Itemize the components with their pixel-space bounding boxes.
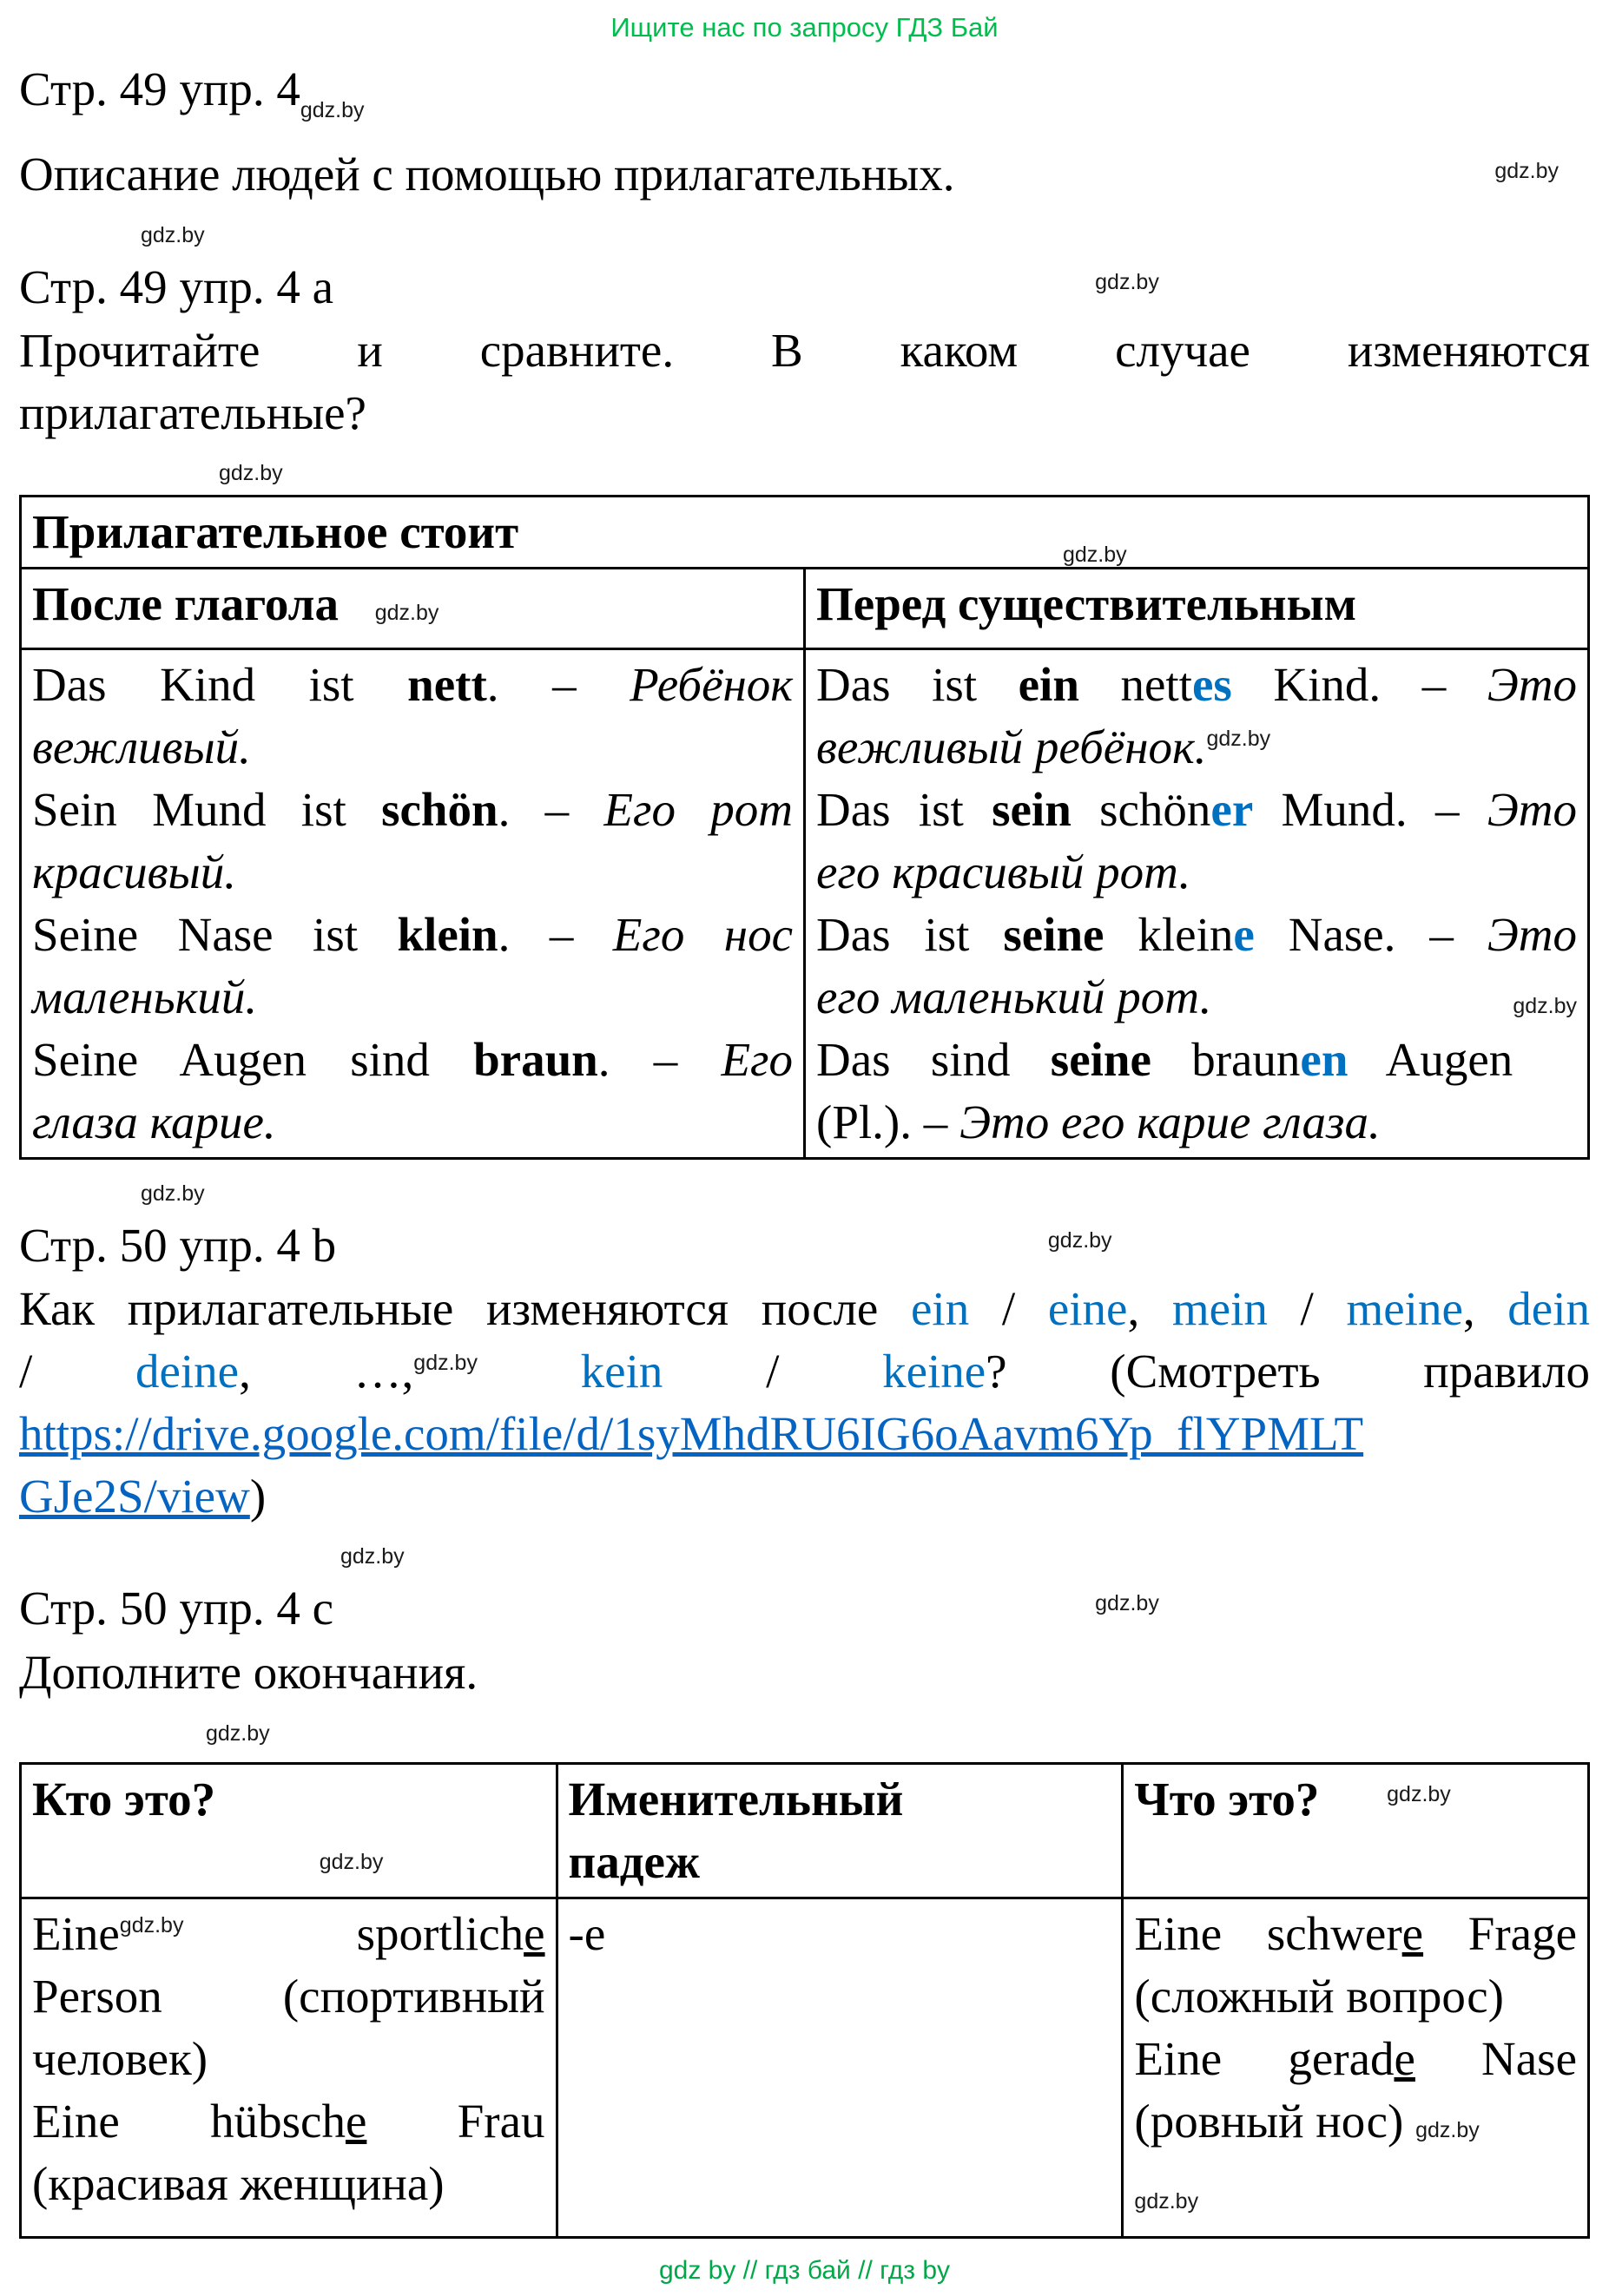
gdz-watermark: gdz.by: [374, 601, 439, 625]
text-segment: mein: [1171, 1282, 1268, 1335]
t1-after-verb-content: [21, 649, 805, 1159]
text-segment: keine: [882, 1345, 986, 1398]
text-line: [19, 1403, 1590, 1465]
text-line: [19, 1340, 1590, 1403]
text-segment: вежливый ребёнок.: [816, 720, 1207, 773]
t1-title-cell: [21, 497, 1589, 569]
text-line: [1134, 2090, 1577, 2161]
text-segment: Eine hübsch: [32, 2095, 346, 2148]
text-line: [569, 1768, 1111, 1831]
watermark-line: [219, 451, 1590, 486]
heading-ex4c-text: Стр. 50 упр. 4 c: [19, 1582, 334, 1635]
text-segment: nett: [1078, 658, 1192, 711]
ex4a-task: [19, 319, 1590, 444]
text-segment: Это: [1487, 783, 1578, 836]
text-segment: Его нос: [612, 908, 793, 961]
text-segment: Это его карие глаза.: [959, 1095, 1381, 1148]
text-segment: ein: [911, 1282, 970, 1335]
text-segment: dein: [1507, 1282, 1590, 1335]
text-segment: Das Kind ist: [32, 658, 408, 711]
text-segment: [1403, 2095, 1415, 2148]
text-segment: schön: [381, 783, 498, 836]
text-segment: Das ist: [816, 908, 1004, 961]
text-segment: Sein Mund ist: [32, 783, 382, 836]
text-segment: . –: [498, 908, 613, 961]
text-segment: /: [969, 1282, 1048, 1335]
heading-ex4: [19, 57, 1590, 142]
gdz-watermark: gdz.by: [300, 98, 365, 122]
text-segment: Seine Augen sind: [32, 1033, 474, 1086]
text-line: [32, 1903, 545, 1965]
text-segment: Augen: [1348, 1033, 1513, 1086]
t1-col2-header: Перед существительным: [816, 577, 1357, 630]
gdz-watermark: gdz.by: [141, 1181, 205, 1206]
text-segment: e: [524, 1907, 545, 1960]
text-segment: /: [663, 1345, 883, 1398]
adjective-comparison-table: [19, 495, 1590, 1160]
text-segment: Nase. –: [1254, 908, 1487, 961]
text-segment: Его рот: [603, 783, 793, 836]
heading-ex4-text: Стр. 49 упр. 4: [19, 62, 300, 115]
text-segment: Kind. –: [1231, 658, 1487, 711]
table-row: [21, 1898, 1589, 2238]
text-line: [32, 716, 793, 779]
text-segment: ,: [1127, 1282, 1172, 1335]
text-segment: es: [1191, 658, 1232, 711]
gdz-watermark: gdz.by: [206, 1721, 270, 1746]
text-segment: его красивый рот.: [816, 845, 1191, 898]
text-segment: braun: [1151, 1033, 1301, 1086]
text-segment: Person (спортивный: [32, 1970, 545, 2023]
text-segment: глаза карие.: [32, 1095, 276, 1148]
text-segment: . –: [498, 783, 604, 836]
text-line: [816, 654, 1577, 716]
ex4c-task-line: [19, 1641, 1590, 1705]
heading-ex4b: [19, 1214, 1590, 1278]
text-segment: ? (Смотреть правило: [986, 1345, 1590, 1398]
gdz-watermark: gdz.by: [219, 461, 283, 485]
text-segment: ein: [1018, 658, 1079, 711]
text-segment: seine: [1003, 908, 1105, 961]
text-line: [1134, 1965, 1577, 2028]
text-segment: eine: [1047, 1282, 1128, 1335]
text-segment: . –: [486, 658, 630, 711]
text-segment: klein: [397, 908, 498, 961]
gdz-watermark: gdz.by: [1415, 2118, 1480, 2142]
text-segment: braun: [473, 1033, 598, 1086]
text-line: [19, 319, 1590, 382]
table-row: [21, 649, 1589, 1159]
watermark-line: [206, 1712, 1590, 1747]
text-line: [32, 2153, 545, 2215]
text-segment: ): [249, 1470, 267, 1523]
gdz-watermark: gdz.by: [413, 1351, 478, 1375]
drive-rule-link[interactable]: https://drive.google.com/file/d/1syMhdRU6IG6oAavm6Yp_flYPMLT: [19, 1407, 1364, 1460]
text-segment: /: [19, 1345, 135, 1398]
watermark-line: [141, 1172, 1590, 1207]
ex4-description-line: [19, 142, 1590, 207]
watermark-line: [141, 214, 1590, 248]
text-segment: /: [1267, 1282, 1347, 1335]
t2-who-content: [21, 1898, 557, 2238]
text-line: [32, 654, 793, 716]
text-line: [32, 966, 793, 1029]
text-segment: meine: [1346, 1282, 1463, 1335]
heading-ex4a-text: Стр. 49 упр. 4 a: [19, 260, 334, 313]
text-segment: nett: [407, 658, 487, 711]
text-segment: e: [345, 2095, 367, 2148]
text-line: [32, 2028, 545, 2090]
text-segment: Прочитайте и сравните. В каком случае изменяются: [19, 324, 1590, 377]
t2-header-case-cell: [557, 1764, 1123, 1898]
gdz-watermark: gdz.by: [1134, 2189, 1199, 2214]
gdz-watermark: gdz.by: [319, 1850, 384, 1874]
text-line: [19, 382, 1590, 444]
t1-title: Прилагательное стоит: [32, 505, 519, 558]
gdz-watermark: gdz.by: [1387, 1782, 1451, 1806]
text-line: [816, 841, 1577, 904]
watermark-line: [340, 1535, 1590, 1569]
table-row: [21, 569, 1589, 649]
t2-what-content: [1123, 1898, 1589, 2238]
text-line: [1134, 2028, 1577, 2090]
text-line: [32, 2090, 545, 2153]
gdz-watermark: gdz.by: [1095, 1591, 1159, 1615]
text-segment: красивый.: [32, 845, 237, 898]
text-segment: e: [1233, 908, 1255, 961]
heading-ex4b-text: Стр. 50 упр. 4 b: [19, 1219, 337, 1272]
gdz-watermark: gdz.by: [1047, 1228, 1112, 1253]
text-line: [816, 716, 1577, 779]
gdz-watermark: gdz.by: [1095, 270, 1159, 294]
text-segment: человек): [32, 2032, 208, 2085]
heading-ex4a: [19, 255, 1590, 319]
top-banner: Ищите нас по запросу ГДЗ Бай: [610, 12, 999, 43]
drive-rule-link[interactable]: GJe2S/view: [19, 1470, 250, 1523]
text-segment: schön: [1071, 783, 1211, 836]
text-line: [32, 1965, 545, 2028]
text-line: [816, 904, 1577, 966]
text-segment: Именительный: [568, 1773, 904, 1826]
text-segment: прилагательные?: [19, 386, 366, 439]
text-segment: (ровный нос): [1134, 2095, 1404, 2148]
text-segment: sein: [992, 783, 1072, 836]
text-line: [816, 779, 1577, 841]
t2-header-who-cell: [21, 1764, 557, 1898]
text-segment: (красивая женщина): [32, 2157, 445, 2210]
text-segment: его маленький рот.: [816, 970, 1212, 1023]
text-line: [816, 1029, 1577, 1091]
text-segment: Eine gerad: [1134, 2032, 1395, 2085]
text-segment: Nase: [1414, 2032, 1577, 2085]
text-line: [1134, 2161, 1577, 2233]
gdz-watermark: gdz.by: [1206, 727, 1271, 751]
gdz-watermark: gdz.by: [119, 1913, 184, 1937]
footer-text: gdz by // гдз бай // гдз by: [658, 2256, 951, 2285]
t2-ending-cell: [557, 1898, 1123, 2238]
text-segment: Eine: [32, 1907, 120, 1960]
gdz-watermark: gdz.by: [340, 1544, 405, 1569]
heading-ex4c: [19, 1576, 1590, 1641]
text-line: [32, 1029, 793, 1091]
text-segment: Das ist: [816, 783, 992, 836]
text-segment: маленький.: [32, 970, 258, 1023]
t1-col1-header-cell: [21, 569, 805, 649]
text-segment: Das ist: [816, 658, 1019, 711]
t2-header-what: Что это?: [1134, 1773, 1320, 1826]
ex4c-task: Дополните окончания.: [19, 1646, 478, 1699]
text-segment: Frage: [1423, 1907, 1577, 1960]
text-segment: (Pl.). –: [816, 1095, 959, 1148]
text-segment: seine: [1050, 1033, 1151, 1086]
text-segment: Ребёнок: [630, 658, 794, 711]
text-segment: падеж: [568, 1835, 700, 1888]
ex4-description: Описание людей с помощью прилагательных.: [19, 148, 955, 201]
text-segment: Frau: [366, 2095, 545, 2148]
text-segment: Das sind: [816, 1033, 1051, 1086]
text-segment: sportlich: [183, 1907, 524, 1960]
endings-table: [19, 1762, 1590, 2239]
gdz-watermark: gdz.by: [1513, 994, 1577, 1018]
text-segment: Eine schwer: [1134, 1907, 1402, 1960]
text-segment: Его: [721, 1033, 793, 1086]
text-line: [32, 779, 793, 841]
t2-header-what-cell: [1123, 1764, 1589, 1898]
t2-header-who: Кто это?: [32, 1773, 216, 1826]
t1-col2-header-cell: [805, 569, 1589, 649]
text-segment: Это: [1487, 658, 1577, 711]
text-line: [19, 1278, 1590, 1340]
text-line: [569, 1831, 1111, 1893]
text-segment: kein: [580, 1345, 663, 1398]
text-line: [32, 841, 793, 904]
text-segment: [478, 1345, 581, 1398]
text-segment: Mund. –: [1253, 783, 1487, 836]
text-segment: Это: [1487, 908, 1578, 961]
text-segment: ,: [1462, 1282, 1508, 1335]
text-segment: вежливый.: [32, 720, 251, 773]
gdz-watermark: gdz.by: [141, 223, 205, 247]
text-segment: e: [1394, 2032, 1415, 2085]
table-row: [21, 497, 1589, 569]
text-line: [816, 1091, 1577, 1154]
text-segment: klein: [1104, 908, 1234, 961]
text-line: [32, 1091, 793, 1154]
t1-before-noun-content: [805, 649, 1589, 1159]
text-segment: deine: [135, 1345, 240, 1398]
text-segment: , …,: [239, 1345, 414, 1398]
text-segment: Как прилагательные изменяются после: [19, 1282, 912, 1335]
ex4b-task: [19, 1278, 1590, 1528]
t2-ending-value: -e: [568, 1907, 606, 1960]
gdz-watermark: gdz.by: [1494, 159, 1559, 183]
text-line: [19, 1465, 1590, 1528]
t1-col1-header: После глагола: [32, 577, 339, 630]
text-segment: . –: [597, 1033, 722, 1086]
text-line: [816, 966, 1577, 1029]
text-segment: er: [1210, 783, 1254, 836]
text-line: [32, 904, 793, 966]
gdz-watermark: gdz.by: [1062, 543, 1127, 567]
table-row: [21, 1764, 1589, 1898]
text-segment: Seine Nase ist: [32, 908, 398, 961]
text-segment: en: [1300, 1033, 1349, 1086]
text-line: [1134, 1903, 1577, 1965]
text-segment: (сложный вопрос): [1134, 1970, 1504, 2023]
text-segment: e: [1401, 1907, 1424, 1960]
